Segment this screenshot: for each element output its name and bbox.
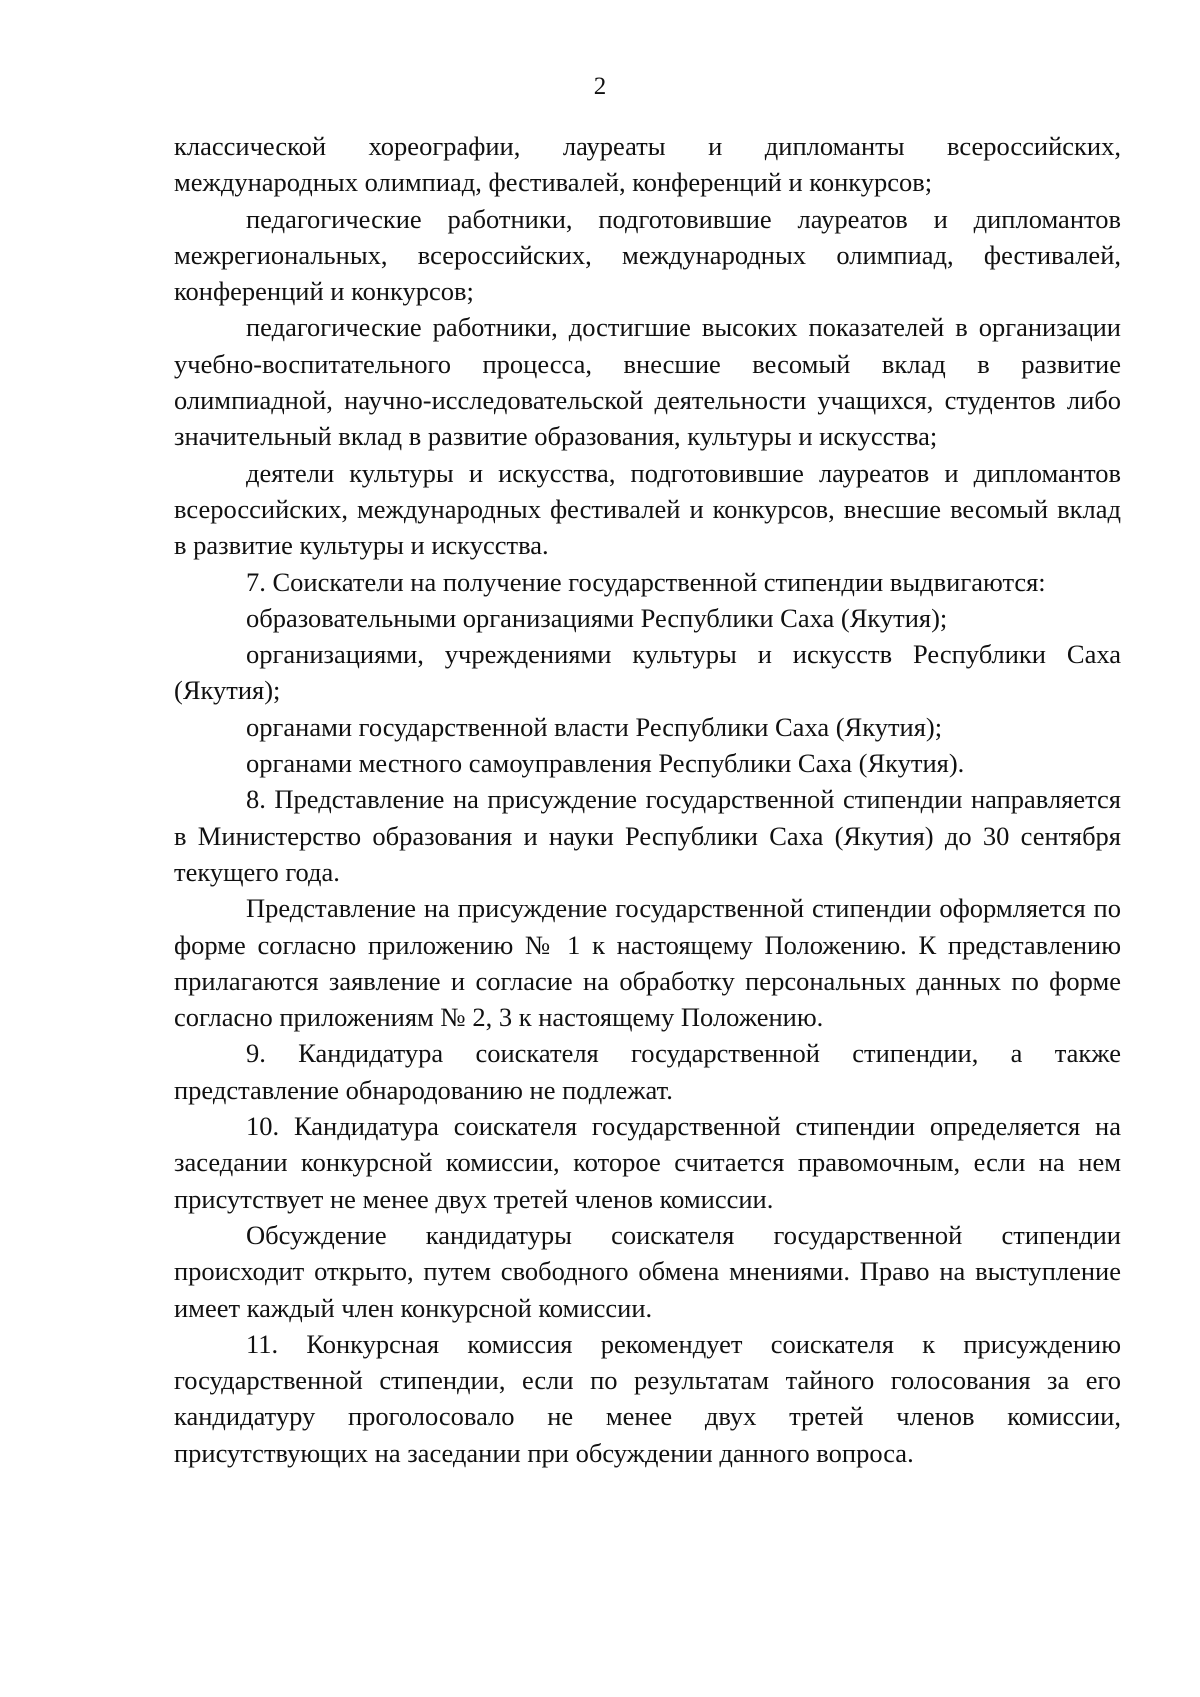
- paragraph-culture-figures: деятели культуры и искусства, подготовившие лауреатов и дипломантов всероссийских, международных фестивалей и конкурсов, внесшие весомый вклад в развитие культуры и искусства.: [174, 457, 1121, 561]
- paragraph-clause-7: 7. Соискатели на получение государственной стипендии выдвигаются:: [246, 566, 1046, 597]
- paragraph-submission-form: Представление на присуждение государственной стипендии оформляется по форме согласно приложению № 1 к настоящему Положению. К представлению прилагаются заявление и согласие на обработку персональных данных по форме согласно приложениям № 2, 3 к настоящему Положению.: [174, 893, 1121, 1033]
- paragraph-nominator-education-orgs: образовательными организациями Республики Саха (Якутия);: [246, 602, 948, 633]
- paragraph-clause-9: 9. Кандидатура соискателя государственной стипендии, а также представление обнародованию не подлежат.: [174, 1038, 1121, 1105]
- paragraph-nominator-culture-orgs: организациями, учреждениями культуры и искусств Республики Саха (Якутия);: [174, 639, 1121, 706]
- paragraph-nominator-local-government: органами местного самоуправления Республики Саха (Якутия).: [246, 748, 965, 779]
- paragraph-teachers-high-results: педагогические работники, достигшие высоких показателей в организации учебно-воспитательного процесса, внесшие весомый вклад в развитие олимпиадной, научно-исследовательской деятельности учащихся, студентов либо значительный вклад в развитие образования, культуры и искусства;: [174, 312, 1121, 452]
- paragraph-discussion: Обсуждение кандидатуры соискателя государственной стипендии происходит открыто, путем свободного обмена мнениями. Право на выступление имеет каждый член конкурсной комиссии.: [174, 1219, 1121, 1323]
- paragraph-continuation: классической хореографии, лауреаты и дипломанты всероссийских, международных олимпиад, фестивалей, конференций и конкурсов;: [174, 131, 1121, 198]
- document-body: [174, 128, 1121, 1471]
- paragraph-clause-8: 8. Представление на присуждение государственной стипендии направляется в Министерство образования и науки Республики Саха (Якутия) до 30 сентября текущего года.: [174, 784, 1121, 887]
- paragraph-clause-10: 10. Кандидатура соискателя государственной стипендии определяется на заседании конкурсной комиссии, которое считается правомочным, если на нем присутствует не менее двух третей членов комиссии.: [174, 1111, 1121, 1214]
- paragraph-nominator-state-bodies: органами государственной власти Республики Саха (Якутия);: [246, 711, 943, 742]
- paragraph-teachers-prepared-laureates: педагогические работники, подготовившие лауреатов и дипломантов межрегиональных, всероссийских, международных олимпиад, фестивалей, конференций и конкурсов;: [174, 203, 1121, 307]
- paragraph-clause-11: 11. Конкурсная комиссия рекомендует соискателя к присуждению государственной стипендии, если по результатам тайного голосования за его кандидатуру проголосовало не менее двух третей членов комиссии, присутствующих на заседании при обсуждении данного вопроса.: [174, 1328, 1121, 1468]
- page-number: 2: [593, 73, 607, 100]
